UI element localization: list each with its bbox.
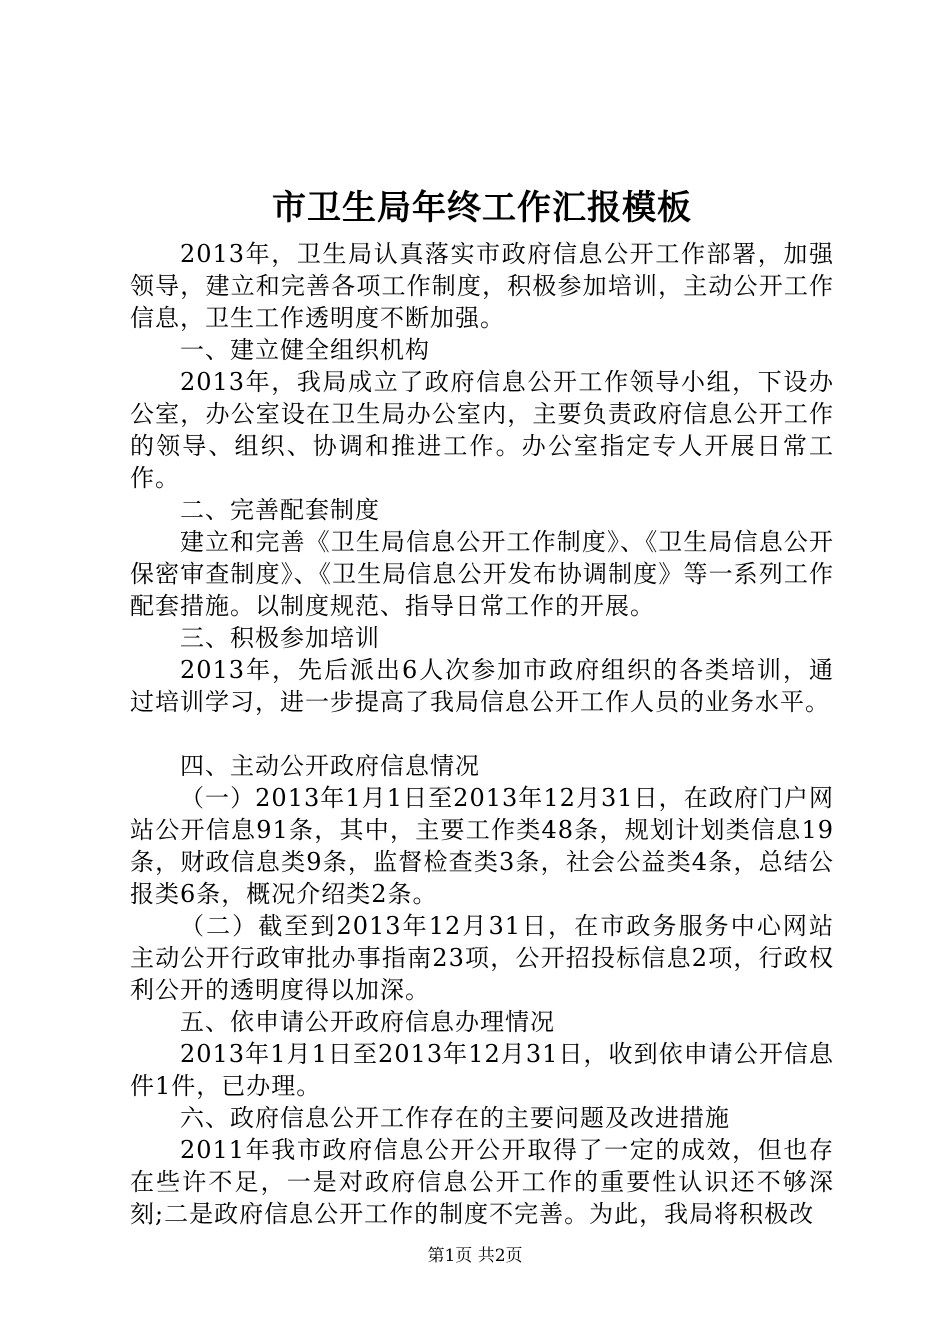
paragraph: 2013年1月1日至2013年12月31日，收到依申请公开信息件1件，已办理。 [130, 1040, 834, 1100]
section-heading-6: 六、政府信息公开工作存在的主要问题及改进措施 [180, 1104, 730, 1132]
paragraph: 2013年，我局成立了政府信息公开工作领导小组，下设办公室，办公室设在卫生局办公室内，主要负责政府信息公开工作的领导、组织、协调和推进工作。办公室指定专人开展日常工作。 [130, 368, 834, 492]
section-heading-2: 二、完善配套制度 [180, 496, 380, 524]
document-title: 市卫生局年终工作汇报模板 [272, 188, 692, 228]
section-heading-5: 五、依申请公开政府信息办理情况 [180, 1008, 555, 1036]
document-page [130, 178, 834, 1230]
page-footer: 第1页 共2页 [427, 1246, 523, 1266]
section-heading-4: 四、主动公开政府信息情况 [180, 752, 480, 780]
paragraph: 2013年，先后派出6人次参加市政府组织的各类培训，通过培训学习，进一步提高了我局信息公开工作人员的业务水平。 [130, 656, 834, 716]
paragraph-intro: 2013年，卫生局认真落实市政府信息公开工作部署，加强领导，建立和完善各项工作制度，积极参加培训，主动公开工作信息，卫生工作透明度不断加强。 [130, 240, 834, 332]
paragraph: （一）2013年1月1日至2013年12月31日，在政府门户网站公开信息91条，其中，主要工作类48条，规划计划类信息19条，财政信息类9条，监督检查类3条，社会公益类4条，总结公报类6条，概况介绍类2条。 [130, 784, 834, 908]
section-heading-3: 三、积极参加培训 [180, 624, 380, 652]
paragraph: 建立和完善《卫生局信息公开工作制度》、《卫生局信息公开保密审查制度》、《卫生局信息公开发布协调制度》等一系列工作配套措施。以制度规范、指导日常工作的开展。 [130, 528, 834, 620]
paragraph: （二）截至到2013年12月31日，在市政务服务中心网站主动公开行政审批办事指南23项，公开招投标信息2项，行政权利公开的透明度得以加深。 [130, 912, 834, 1004]
document-body [130, 238, 834, 1230]
paragraph: 2011年我市政府信息公开公开取得了一定的成效，但也存在些许不足，一是对政府信息公开工作的重要性认识还不够深刻;二是政府信息公开工作的制度不完善。为此，我局将积极改 [130, 1136, 834, 1228]
section-heading-1: 一、建立健全组织机构 [180, 336, 430, 364]
